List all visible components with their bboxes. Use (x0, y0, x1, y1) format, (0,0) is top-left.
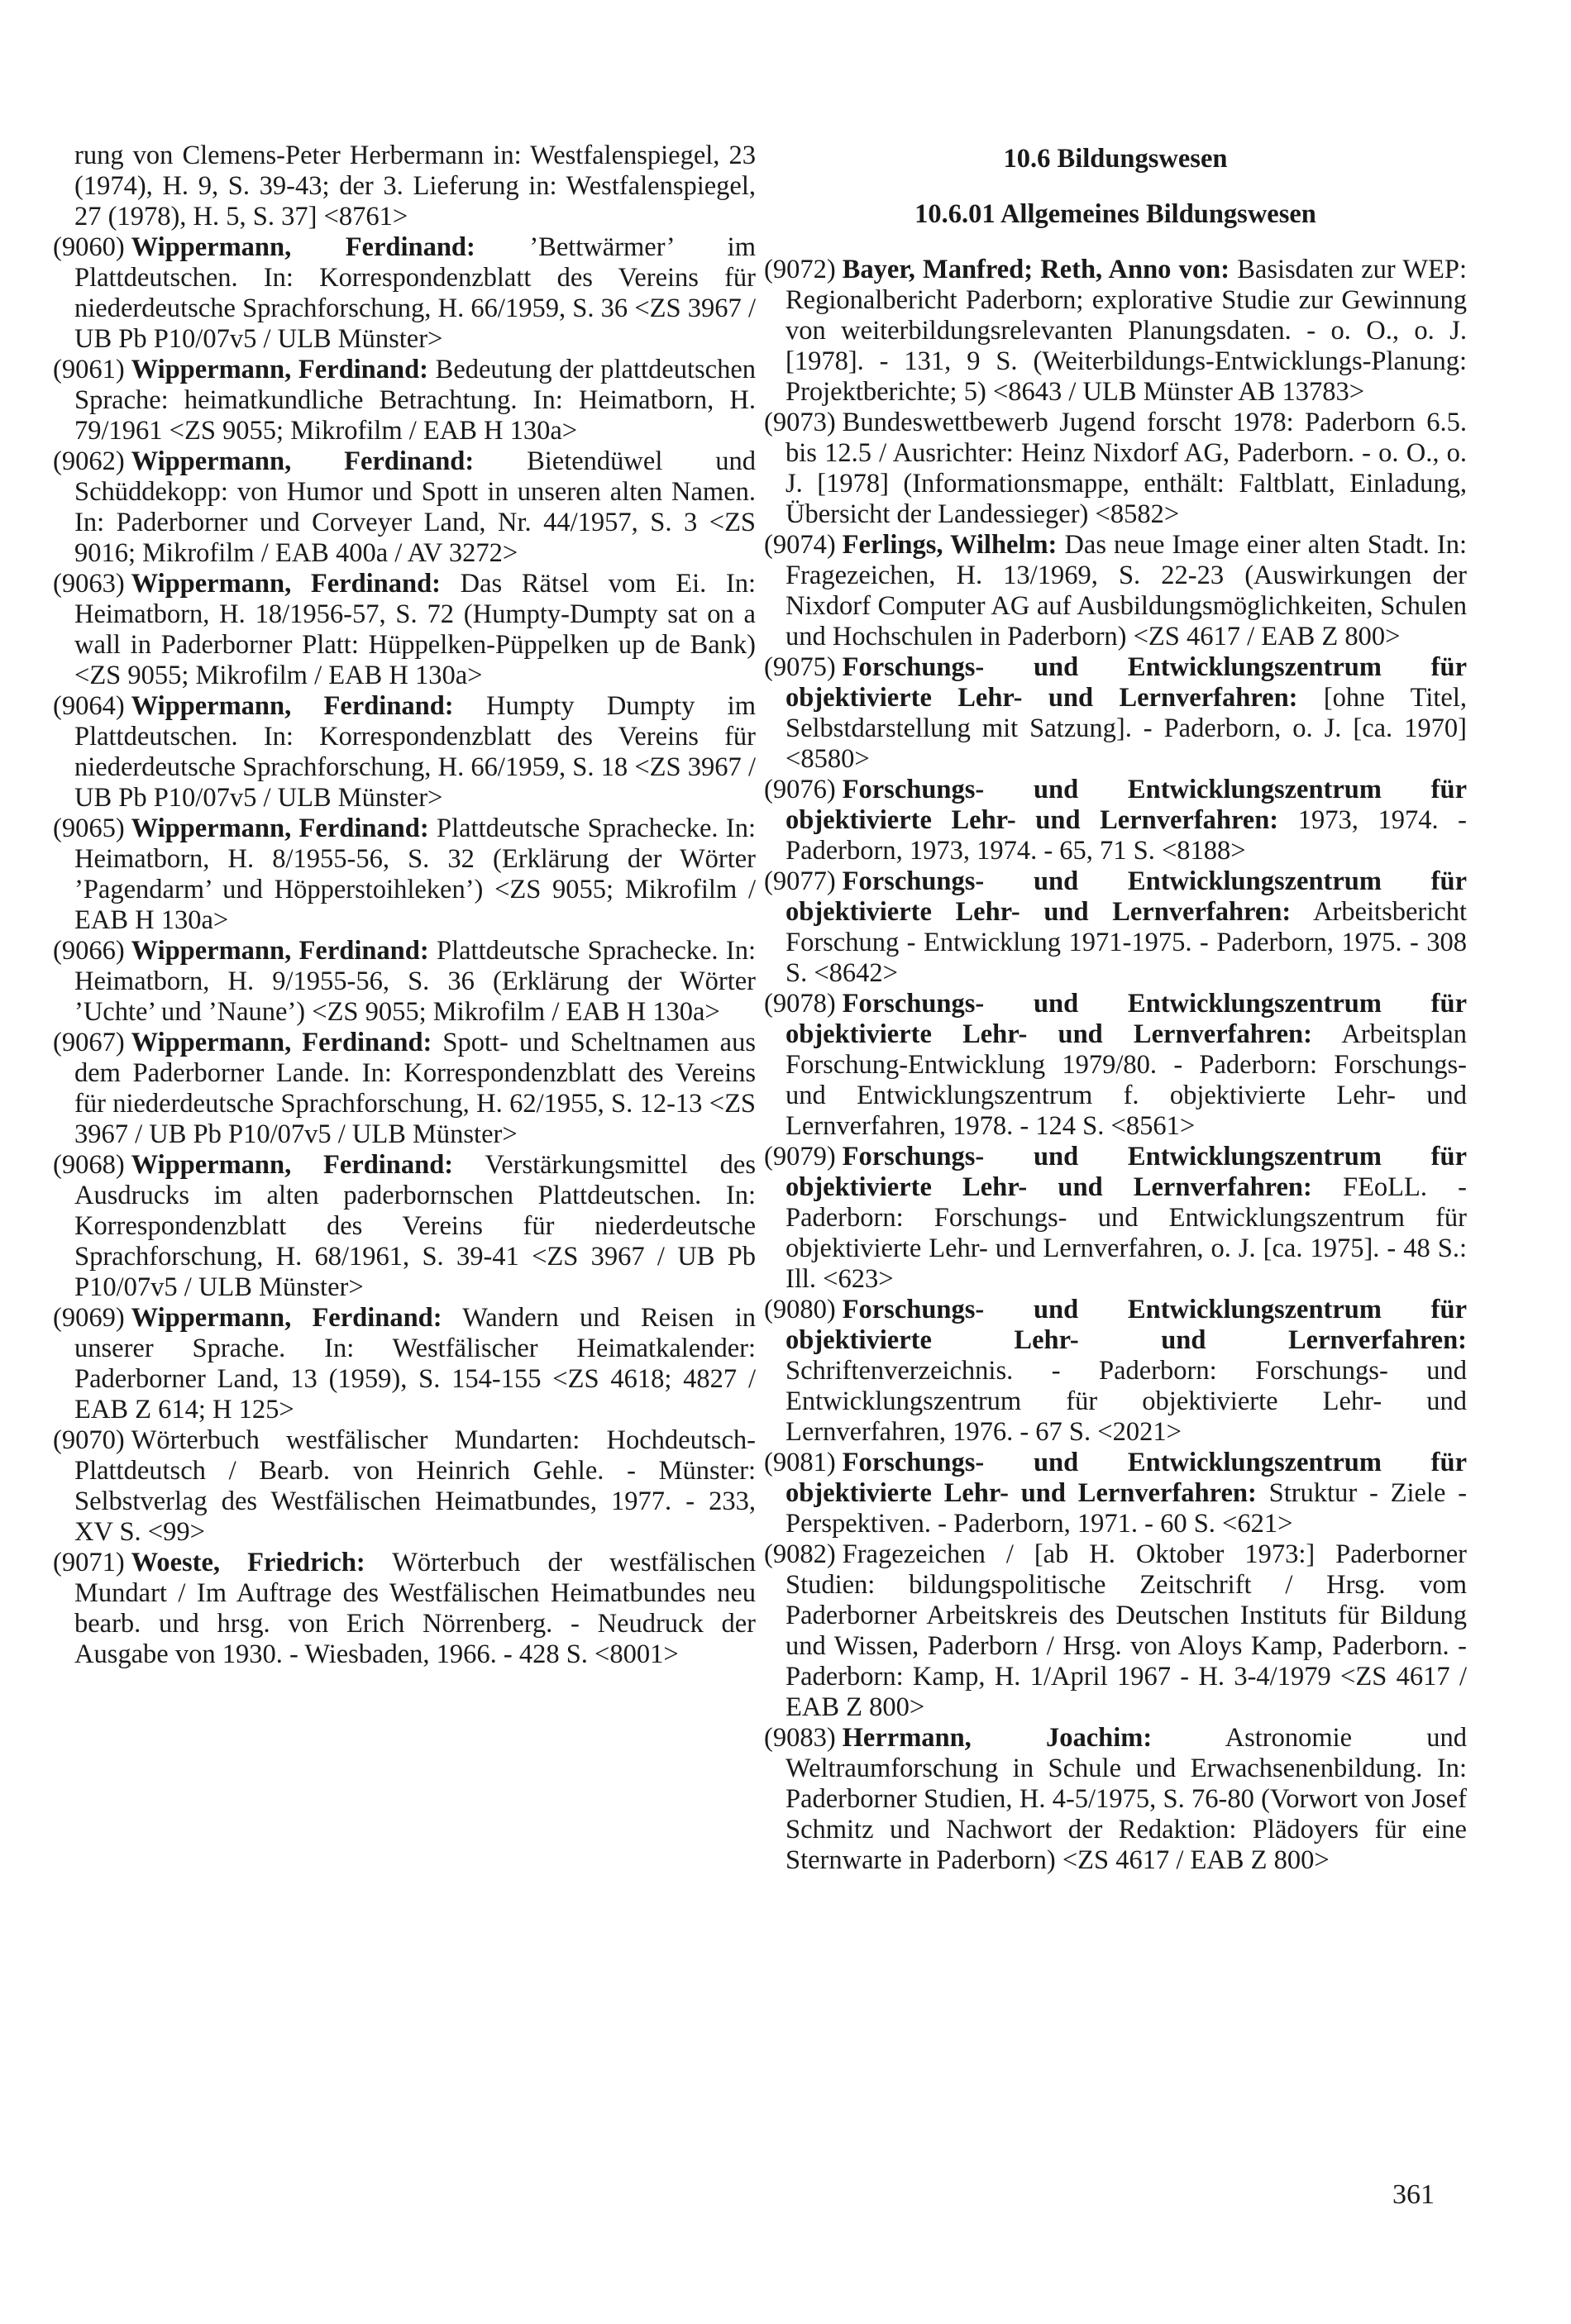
bibliography-entry (53, 569, 756, 691)
bibliography-entry (764, 1295, 1467, 1448)
entry-number: (9080) (764, 1295, 836, 1324)
bibliography-entry (53, 1150, 756, 1303)
bibliography-entry (764, 1142, 1467, 1295)
entry-number: (9061) (53, 355, 125, 384)
section-heading: 10.6 Bildungswesen (1003, 144, 1228, 174)
bibliography-entry (764, 530, 1467, 652)
bibliography-entry (53, 1028, 756, 1150)
entry-author: Ferlings, Wilhelm: (842, 530, 1058, 560)
right-entries (764, 255, 1467, 1876)
bibliography-entry (764, 1448, 1467, 1539)
bibliography-entry (53, 355, 756, 446)
entry-text: Verstärkungsmittel des Ausdrucks im alten paderbornschen Plattdeutschen. In: Korrespondenzblatt des Vereins für niederdeutsche Sprachforschung, H. 68/1961, S. 39-41 <ZS 3967 / UB Pb P10/07v5 / ULB Münster> (74, 1150, 756, 1302)
entry-author: Wippermann, Ferdinand: (131, 936, 429, 966)
entry-author: Forschungs- und Entwicklungszentrum für objektivierte Lehr- und Lernverfahren: (786, 652, 1467, 713)
bibliography-entry (53, 936, 756, 1028)
bibliography-entry (53, 1303, 756, 1425)
entry-author: Forschungs- und Entwicklungszentrum für objektivierte Lehr- und Lernverfahren: (786, 775, 1467, 835)
entry-author: Wippermann, Ferdinand: (131, 1303, 442, 1333)
entry-number: (9081) (764, 1448, 836, 1477)
bibliography-entry (764, 866, 1467, 989)
bibliography-entry (53, 1548, 756, 1670)
bibliography-entry (53, 1425, 756, 1548)
entry-text: Das neue Image einer alten Stadt. In: Fragezeichen, H. 13/1969, S. 22-23 (Auswirkungen der Nixdorf Computer AG auf Ausbildungsmöglichkeiten, Schulen und Hochschulen in Paderborn) <ZS 4617 / EAB Z 800> (786, 530, 1468, 651)
entry-text: Bietendüwel und Schüddekopp: von Humor und Spott in unseren alten Namen. In: Paderborner und Corveyer Land, Nr. 44/1957, S. 3 <ZS 9016; Mikrofilm / EAB 400a / AV 3272> (74, 446, 756, 568)
entry-text: Astronomie und Weltraumforschung in Schule und Erwachsenenbildung. In: Paderborner Studien, H. 4-5/1975, S. 76-80 (Vorwort von Josef Schmitz und Nachwort der Redaktion: Plädoyers für eine Sternwarte in Paderborn) <ZS 4617 / EAB Z 800> (786, 1723, 1467, 1875)
entry-number: (9078) (764, 989, 836, 1019)
page-number: 361 (1392, 2179, 1435, 2210)
entry-author: Forschungs- und Entwicklungszentrum für objektivierte Lehr- und Lernverfahren: (786, 1448, 1467, 1508)
entry-text: Das Rätsel vom Ei. In: Heimatborn, H. 18/1956-57, S. 72 (Humpty-Dumpty sat on a wall in Paderborner Platt: Hüppelken-Püppelken up de Bank) <ZS 9055; Mikrofilm / EAB H 130a> (74, 569, 756, 690)
entry-text: Fragezeichen / [ab H. Oktober 1973:] Paderborner Studien: bildungspolitische Zeitschrift / Hrsg. vom Paderborner Arbeitskreis des Deutschen Instituts für Bildung und Wissen, Paderborn / Hrsg. von Aloys Kamp, Paderborn. - Paderborn: Kamp, H. 1/April 1967 - H. 3-4/1979 <ZS 4617 / EAB Z 800> (786, 1539, 1467, 1722)
entry-text: ’Bettwärmer’ im Plattdeutschen. In: Korrespondenzblatt des Vereins für niederdeutsche Sprachforschung, H. 66/1959, S. 36 <ZS 3967 / UB Pb P10/07v5 / ULB Münster> (74, 232, 756, 354)
entry-number: (9070) (53, 1425, 125, 1455)
entry-text: Basisdaten zur WEP: Regionalbericht Paderborn; explorative Studie zur Gewinnung von weiterbildungsrelevanten Planungsdaten. - o. O., o. J. [1978]. - 131, 9 S. (Weiterbildungs-Entwicklungs-Planung: Projektberichte; 5) <8643 / ULB Münster AB 13783> (786, 255, 1468, 407)
entry-number: (9073) (764, 408, 836, 437)
entry-number: (9071) (53, 1548, 125, 1577)
entry-number: (9077) (764, 866, 836, 896)
entry-number: (9075) (764, 652, 836, 682)
left-column (53, 141, 756, 1670)
entry-number: (9063) (53, 569, 125, 599)
entry-number: (9074) (764, 530, 836, 560)
entry-number: (9079) (764, 1142, 836, 1172)
entry-text: [ohne Titel, Selbstdarstellung mit Satzung]. - Paderborn, o. J. [ca. 1970] <8580> (786, 683, 1467, 774)
entry-number: (9068) (53, 1150, 125, 1180)
entry-number: (9064) (53, 691, 125, 721)
entry-number: (9065) (53, 814, 125, 843)
entry-author: Wippermann, Ferdinand: (131, 1150, 454, 1180)
bibliography-entry (764, 1723, 1467, 1876)
entry-author: Wippermann, Ferdinand: (131, 446, 475, 476)
bibliography-entry (53, 446, 756, 569)
entry-author: Wippermann, Ferdinand: (131, 232, 475, 262)
entry-author: Wippermann, Ferdinand: (131, 569, 441, 599)
entry-text: Humpty Dumpty im Plattdeutschen. In: Korrespondenzblatt des Vereins für niederdeutsche Sprachforschung, H. 66/1959, S. 18 <ZS 3967 / UB Pb P10/07v5 / ULB Münster> (74, 691, 756, 813)
subsection-heading: 10.6.01 Allgemeines Bildungswesen (914, 199, 1316, 229)
entry-number: (9066) (53, 936, 125, 966)
entry-text: Wandern und Reisen in unserer Sprache. In: Westfälischer Heimatkalender: Paderborner Land, 13 (1959), S. 154-155 <ZS 4618; 4827 / EAB Z 614; H 125> (74, 1303, 756, 1424)
entry-text: Wörterbuch der westfälischen Mundart / Im Auftrage des Westfälischen Heimatbundes neu bearb. und hrsg. von Erich Nörrenberg. - Neudruck der Ausgabe von 1930. - Wiesbaden, 1966. - 428 S. <8001> (74, 1548, 756, 1669)
entry-number: (9083) (764, 1723, 836, 1753)
entry-number: (9062) (53, 446, 125, 476)
bibliography-entry (764, 408, 1467, 530)
bibliography-entry (764, 255, 1467, 408)
entry-number: (9067) (53, 1028, 125, 1057)
entry-text: FEoLL. - Paderborn: Forschungs- und Entwicklungszentrum für objektivierte Lehr- und Lernverfahren, o. J. [ca. 1975]. - 48 S.: Ill. <623> (786, 1172, 1467, 1294)
entry-author: Bayer, Manfred; Reth, Anno von: (842, 255, 1230, 284)
bibliography-entry (764, 1539, 1467, 1723)
entry-number: (9060) (53, 232, 125, 262)
entry-author: Woeste, Friedrich: (131, 1548, 365, 1577)
entry-author: Wippermann, Ferdinand: (131, 1028, 432, 1057)
entry-text: Bundeswettbewerb Jugend forscht 1978: Paderborn 6.5. bis 12.5 / Ausrichter: Heinz Nixdorf AG, Paderborn. - o. O., o. J. [1978] (Informationsmappe, enthält: Faltblatt, Einladung, Übersicht der Landessieger) <8582> (786, 408, 1467, 529)
entry-author: Forschungs- und Entwicklungszentrum für objektivierte Lehr- und Lernverfahren: (786, 989, 1467, 1049)
entry-text: Plattdeutsche Sprachecke. In: Heimatborn, H. 8/1955-56, S. 32 (Erklärung der Wörter ’Pagendarm’ und Höpperstoihleken’) <ZS 9055; Mikrofilm / EAB H 130a> (74, 814, 757, 935)
entry-text: Wörterbuch westfälischer Mundarten: Hochdeutsch-Plattdeutsch / Bearb. von Heinrich Gehle. - Münster: Selbstverlag des Westfälischen Heimatbundes, 1977. - 233, XV S. <99> (74, 1425, 756, 1547)
entry-author: Wippermann, Ferdinand: (131, 691, 454, 721)
entry-number: (9072) (764, 255, 836, 284)
entry-text: Plattdeutsche Sprachecke. In: Heimatborn, H. 9/1955-56, S. 36 (Erklärung der Wörter ’Uchte’ und ’Naune’) <ZS 9055; Mikrofilm / EAB H 130a> (74, 936, 757, 1027)
entry-text: Arbeitsplan Forschung-Entwicklung 1979/80. - Paderborn: Forschungs- und Entwicklungszentrum f. objektivierte Lehr- und Lernverfahren, 1978. - 124 S. <8561> (786, 1019, 1467, 1141)
entry-text: Bedeutung der plattdeutschen Sprache: heimatkundliche Betrachtung. In: Heimatborn, H. 79/1961 <ZS 9055; Mikrofilm / EAB H 130a> (74, 355, 756, 446)
entry-text: 1973, 1974. - Paderborn, 1973, 1974. - 65, 71 S. <8188> (786, 805, 1467, 866)
bibliography-entry (53, 232, 756, 355)
bibliography-entry (764, 775, 1467, 866)
entry-author: Wippermann, Ferdinand: (131, 814, 429, 843)
right-column (764, 144, 1467, 1876)
entry-number: (9082) (764, 1539, 836, 1569)
entry-author: Forschungs- und Entwicklungszentrum für objektivierte Lehr- und Lernverfahren: (786, 866, 1467, 927)
entry-text: Arbeitsbericht Forschung - Entwicklung 1971-1975. - Paderborn, 1975. - 308 S. <8642> (786, 897, 1467, 988)
entry-author: Forschungs- und Entwicklungszentrum für objektivierte Lehr- und Lernverfahren: (786, 1142, 1467, 1202)
entry-number: (9076) (764, 775, 836, 804)
entry-text: Spott- und Scheltnamen aus dem Paderborner Lande. In: Korrespondenzblatt des Vereins für niederdeutsche Sprachforschung, H. 62/1955, S. 12-13 <ZS 3967 / UB Pb P10/07v5 / ULB Münster> (74, 1028, 756, 1149)
entry-text: Struktur - Ziele - Perspektiven. - Paderborn, 1971. - 60 S. <621> (786, 1478, 1468, 1539)
entry-author: Herrmann, Joachim: (842, 1723, 1153, 1753)
entry-author: Wippermann, Ferdinand: (131, 355, 428, 384)
bibliography-entry (53, 691, 756, 814)
entry-author: Forschungs- und Entwicklungszentrum für objektivierte Lehr- und Lernverfahren: (786, 1295, 1467, 1355)
continuation-text: rung von Clemens-Peter Herbermann in: Westfalenspiegel, 23 (1974), H. 9, S. 39-43; der 3. Lieferung in: Westfalenspiegel, 27 (1978), H. 5, S. 37] <8761> (74, 141, 756, 231)
bibliography-entry (764, 652, 1467, 775)
left-entries (53, 232, 756, 1670)
entry-number: (9069) (53, 1303, 125, 1333)
bibliography-entry (53, 814, 756, 936)
bibliography-entry (764, 989, 1467, 1142)
entry-text: Schriftenverzeichnis. - Paderborn: Forschungs- und Entwicklungszentrum für objektivierte Lehr- und Lernverfahren, 1976. - 67 S. <2021> (786, 1356, 1467, 1447)
